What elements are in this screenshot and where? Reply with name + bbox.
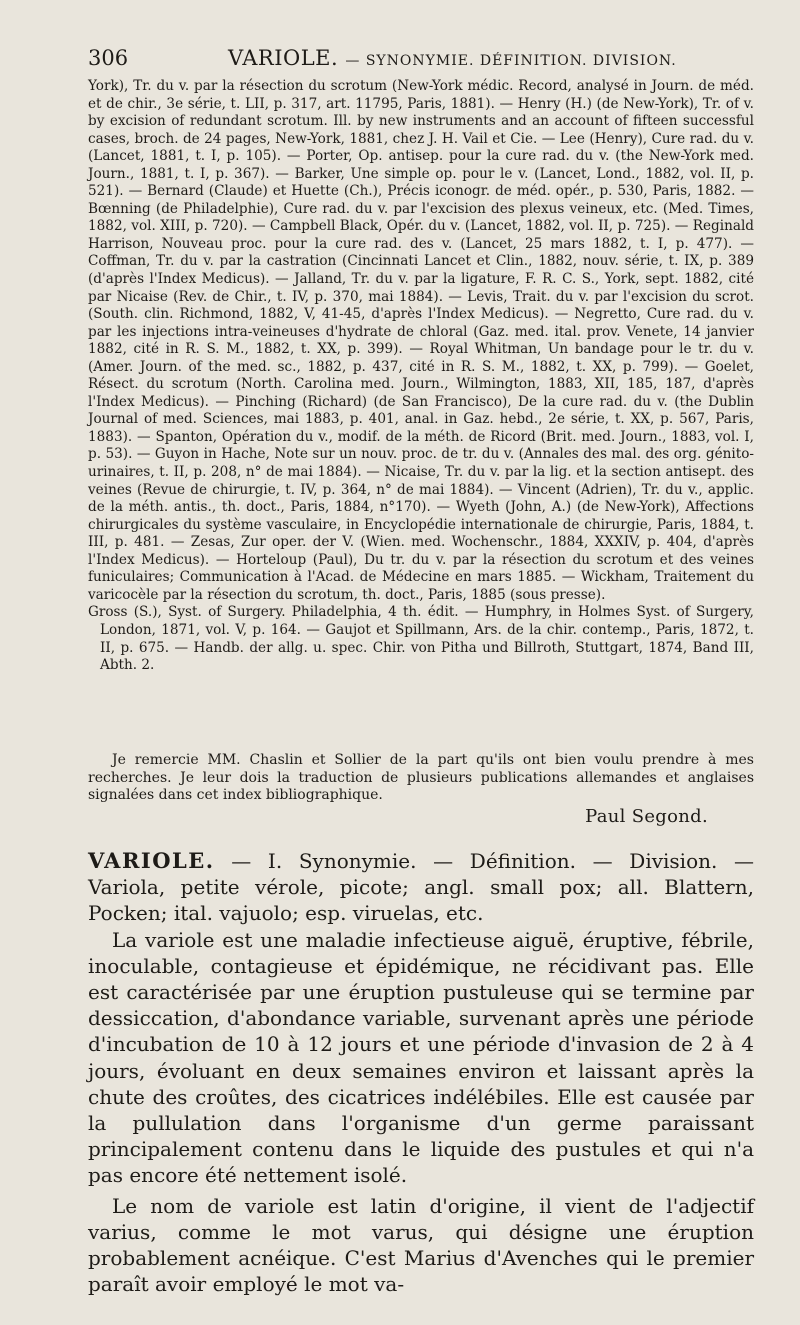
paragraph-etymology: Le nom de variole est latin d'origine, il vient de l'adjectif varius, comme le mot varus, qui désigne une éruption probablement acnéique. C'est Marius d'Avenches qui le premier paraît avoir employé le mot va-	[88, 1193, 754, 1297]
acknowledgement	[88, 752, 754, 805]
running-title-subtitle: — SYNONYMIE. DÉFINITION. DIVISION.	[345, 53, 677, 69]
bibliography-entry: York), Tr. du v. par la résection du scrotum (New-York médic. Record, analysé in Journ. de méd. et de chir., 3e série, t. LII, p. 317, art. 11795, Paris, 1881). — Henry (H.) (de New-York), Tr. of v. by excision of redundant scrotum. Ill. by new instruments and an account of fifteen successful cases, broch. de 24 pages, New-York, 1881, chez J. H. Vail et Cie. — Lee (Henry), Cure rad. du v. (Lancet, 1881, t. I, p. 105). — Porter, Op. antisep. pour la cure rad. du v. (the New-York med. Journ., 1881, t. I, p. 367). — Barker, Une simple op. pour le v. (Lancet, Lond., 1882, vol. II, p. 521). — Bernard (Claude) et Huette (Ch.), Précis iconogr. de méd. opér., p. 530, Paris, 1882. — Bœnning (de Philadelphie), Cure rad. du v. par l'excision des plexus veineux, etc. (Med. Times, 1882, vol. XIII, p. 720). — Campbell Black, Opér. du v. (Lancet, 1882, vol. II, p. 725). — Reginald Harrison, Nouveau proc. pour la cure rad. des v. (Lancet, 25 mars 1882, t. I, p. 477). — Coffman, Tr. du v. par la castration (Cincinnati Lancet et Clin., 1882, nouv. série, t. IX, p. 389 (d'après l'Index Medicus). — Jalland, Tr. du v. par la ligature, F. R. C. S., York, sept. 1882, cité par Nicaise (Rev. de Chir., t. IV, p. 370, mai 1884). — Levis, Trait. du v. par l'excision du scrot. (South. clin. Richmond, 1882, V, 41-45, d'après l'Index Medicus). — Negretto, Cure rad. du v. par les injections intra-veineuses d'hydrate de chloral (Gaz. med. ital. prov. Venete, 14 janvier 1882, cité in R. S. M., 1882, t. XX, p. 399). — Royal Whitman, Un bandage pour le tr. du v. (Amer. Journ. of the med. sc., 1882, p. 437, cité in R. S. M., 1882, t. XX, p. 799). — Goelet, Résect. du scrotum (North. Carolina med. Journ., Wilmington, 1883, XII, 185, 187, d'après l'Index Medicus). — Pinching (Richard) (de San Francisco), De la cure rad. du v. (the Dublin Journal of med. Sciences, mai 1883, p. 401, anal. in Gaz. hebd., 2e série, t. XX, p. 567, Paris, 1883). — Spanton, Opération du v., modif. de la méth. de Ricord (Brit. med. Journ., 1883, vol. I, p. 53). — Guyon in Hache, Note sur un nouv. proc. de tr. du v. (Annales des mal. des org. génito-urinaires, t. II, p. 208, n° de mai 1884). — Nicaise, Tr. du v. par la lig. et la section antisept. des veines (Revue de chirurgie, t. IV, p. 364, n° de mai 1884). — Vincent (Adrien), Tr. du v., applic. de la méth. antis., th. doct., Paris, 1884, n°170). — Wyeth (John, A.) (de New-York), Affections chirurgicales du système vasculaire, in Encyclopédie internationale de chirurgie, Paris, 1884, t. III, p. 481. — Zesas, Zur oper. der V. (Wien. med. Wochenschr., 1884, XXXIV, p. 404, d'après l'Index Medicus). — Horteloup (Paul), Du tr. du v. par la résection du scrotum et des veines funiculaires; Communication à l'Acad. de Médecine en mars 1885. — Wickham, Traitement du varicocèle par la résection du scrotum, th. doct., Paris, 1885 (sous presse).	[88, 78, 754, 603]
running-head	[88, 46, 754, 74]
page-number: 306	[88, 46, 129, 70]
bibliography	[88, 78, 754, 675]
acknowledgement-text: Je remercie MM. Chaslin et Sollier de la part qu'ils ont bien voulu prendre à mes recherches. Je leur dois la traduction de plusieurs publications allemandes et anglaises signalées dans cet index bibliographique.	[88, 752, 754, 803]
headword: VARIOLE.	[88, 848, 215, 873]
article	[88, 848, 754, 1297]
bibliography-entry: Gross (S.), Syst. of Surgery. Philadelphia, 4 th. édit. — Humphry, in Holmes Syst. of Surgery, London, 1871, vol. V, p. 164. — Gaujot et Spillmann, Ars. de la chir. contemp., Paris, 1872, t. II, p. 675. — Handb. der allg. u. spec. Chir. von Pitha und Billroth, Stuttgart, 1874, Band III, Abth. 2.	[88, 604, 754, 674]
paragraph-definition: La variole est une maladie infectieuse aiguë, éruptive, fébrile, inoculable, contagieuse et épidémique, ne récidivant pas. Elle est caractérisée par une éruption pustuleuse qui se termine par dessiccation, d'abondance variable, survenant après une période d'incubation de 10 à 12 jours et une période d'invasion de 2 à 4 jours, évoluant en deux semaines environ et laissant après la chute des croûtes, des cicatrices indélébiles. Elle est causée par la pullulation dans l'organisme d'un germe paraissant principalement contenu dans le liquide des pustules et qui n'a pas encore été nettement isolé.	[88, 927, 754, 1188]
heading-synonyms: — I. Synonymie. — Définition. — Division. — Variola, petite vérole, picote; angl. small pox; all. Blattern, Pocken; ital. vajuolo; esp. viruelas, etc.	[88, 849, 754, 926]
author-signature: Paul Segond.	[585, 806, 708, 827]
running-title-main: VARIOLE.	[228, 46, 339, 70]
article-heading	[88, 848, 754, 927]
running-title	[228, 46, 677, 70]
